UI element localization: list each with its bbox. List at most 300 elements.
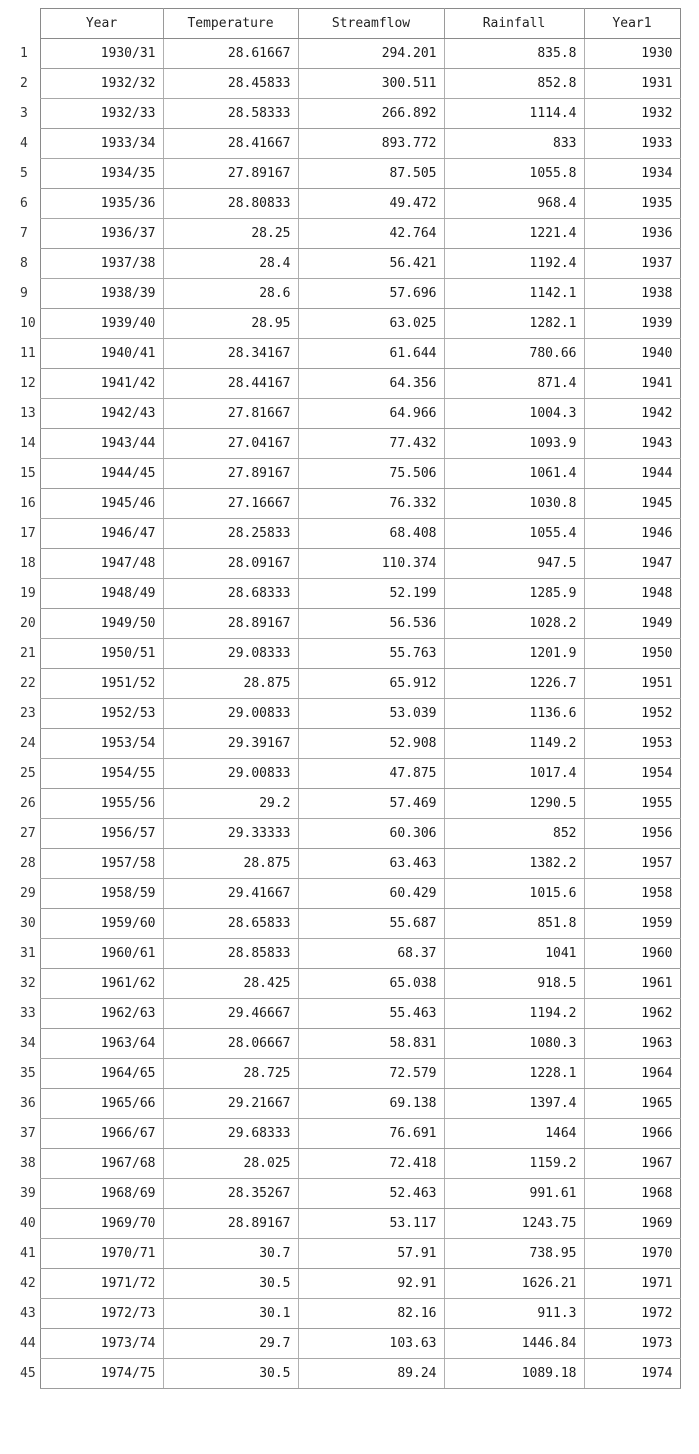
cell-temperature[interactable]: 30.5 (163, 1269, 298, 1299)
cell-temperature[interactable]: 28.25833 (163, 519, 298, 549)
column-header-rainfall[interactable]: Rainfall (444, 9, 584, 39)
cell-rainfall[interactable]: 835.8 (444, 39, 584, 69)
cell-year[interactable]: 1968/69 (40, 1179, 163, 1209)
cell-year[interactable]: 1955/56 (40, 789, 163, 819)
cell-year1[interactable]: 1974 (584, 1359, 680, 1389)
row-index: 28 (20, 856, 36, 871)
cell-temperature[interactable]: 28.09167 (163, 549, 298, 579)
table-row (0, 249, 680, 279)
cell-year[interactable]: 1956/57 (40, 819, 163, 849)
cell-year[interactable]: 1958/59 (40, 879, 163, 909)
cell-year1[interactable]: 1960 (584, 939, 680, 969)
cell-rainfall[interactable]: 852 (444, 819, 584, 849)
cell-temperature[interactable]: 30.5 (163, 1359, 298, 1389)
row-index: 5 (20, 166, 28, 181)
table-row (0, 1329, 680, 1359)
cell-rainfall[interactable]: 1149.2 (444, 729, 584, 759)
cell-streamflow[interactable]: 72.579 (298, 1059, 444, 1089)
cell-year[interactable]: 1963/64 (40, 1029, 163, 1059)
cell-rainfall[interactable]: 1159.2 (444, 1149, 584, 1179)
cell-year[interactable]: 1952/53 (40, 699, 163, 729)
cell-year1[interactable]: 1937 (584, 249, 680, 279)
cell-year[interactable]: 1953/54 (40, 729, 163, 759)
cell-year[interactable]: 1932/32 (40, 69, 163, 99)
table-row (0, 219, 680, 249)
cell-year[interactable]: 1936/37 (40, 219, 163, 249)
cell-streamflow[interactable]: 76.691 (298, 1119, 444, 1149)
cell-year[interactable]: 1941/42 (40, 369, 163, 399)
row-index: 39 (20, 1186, 36, 1201)
cell-streamflow[interactable]: 893.772 (298, 129, 444, 159)
row-index: 32 (20, 976, 36, 991)
cell-year1[interactable]: 1972 (584, 1299, 680, 1329)
table-row (0, 639, 680, 669)
cell-year[interactable]: 1970/71 (40, 1239, 163, 1269)
cell-year1[interactable]: 1948 (584, 579, 680, 609)
cell-streamflow[interactable]: 60.429 (298, 879, 444, 909)
cell-temperature[interactable]: 28.61667 (163, 39, 298, 69)
cell-temperature[interactable]: 29.7 (163, 1329, 298, 1359)
table-body (0, 39, 680, 1389)
cell-year[interactable]: 1965/66 (40, 1089, 163, 1119)
cell-year1[interactable]: 1952 (584, 699, 680, 729)
cell-streamflow[interactable]: 57.469 (298, 789, 444, 819)
table-row (0, 129, 680, 159)
cell-rainfall[interactable]: 1446.84 (444, 1329, 584, 1359)
cell-rainfall[interactable]: 1221.4 (444, 219, 584, 249)
cell-temperature[interactable]: 28.6 (163, 279, 298, 309)
cell-rainfall[interactable]: 1201.9 (444, 639, 584, 669)
cell-temperature[interactable]: 28.725 (163, 1059, 298, 1089)
cell-year1[interactable]: 1931 (584, 69, 680, 99)
cell-year1[interactable]: 1953 (584, 729, 680, 759)
cell-streamflow[interactable]: 294.201 (298, 39, 444, 69)
cell-year[interactable]: 1971/72 (40, 1269, 163, 1299)
row-index: 34 (20, 1036, 36, 1051)
cell-rainfall[interactable]: 871.4 (444, 369, 584, 399)
cell-year1[interactable]: 1932 (584, 99, 680, 129)
cell-streamflow[interactable]: 53.117 (298, 1209, 444, 1239)
cell-year[interactable]: 1954/55 (40, 759, 163, 789)
cell-rainfall[interactable]: 918.5 (444, 969, 584, 999)
row-index: 22 (20, 676, 36, 691)
row-index: 42 (20, 1276, 36, 1291)
cell-streamflow[interactable]: 64.356 (298, 369, 444, 399)
cell-streamflow[interactable]: 103.63 (298, 1329, 444, 1359)
cell-year[interactable]: 1935/36 (40, 189, 163, 219)
cell-temperature[interactable]: 29.68333 (163, 1119, 298, 1149)
cell-streamflow[interactable]: 61.644 (298, 339, 444, 369)
cell-streamflow[interactable]: 60.306 (298, 819, 444, 849)
cell-streamflow[interactable]: 75.506 (298, 459, 444, 489)
cell-year1[interactable]: 1956 (584, 819, 680, 849)
cell-streamflow[interactable]: 49.472 (298, 189, 444, 219)
cell-year1[interactable]: 1964 (584, 1059, 680, 1089)
cell-streamflow[interactable]: 52.199 (298, 579, 444, 609)
header-row (0, 9, 680, 39)
cell-rainfall[interactable]: 1136.6 (444, 699, 584, 729)
cell-year[interactable]: 1944/45 (40, 459, 163, 489)
row-index: 37 (20, 1126, 36, 1141)
cell-rainfall[interactable]: 1089.18 (444, 1359, 584, 1389)
cell-rainfall[interactable]: 1228.1 (444, 1059, 584, 1089)
cell-temperature[interactable]: 28.89167 (163, 609, 298, 639)
row-index: 23 (20, 706, 36, 721)
row-index: 27 (20, 826, 36, 841)
table-row (0, 939, 680, 969)
cell-temperature[interactable]: 28.06667 (163, 1029, 298, 1059)
cell-year1[interactable]: 1962 (584, 999, 680, 1029)
data-table (0, 8, 681, 1389)
cell-rainfall[interactable]: 1028.2 (444, 609, 584, 639)
cell-temperature[interactable]: 28.65833 (163, 909, 298, 939)
cell-streamflow[interactable]: 110.374 (298, 549, 444, 579)
cell-rainfall[interactable]: 1194.2 (444, 999, 584, 1029)
cell-rainfall[interactable]: 1282.1 (444, 309, 584, 339)
cell-streamflow[interactable]: 63.025 (298, 309, 444, 339)
cell-year[interactable]: 1959/60 (40, 909, 163, 939)
cell-streamflow[interactable]: 56.536 (298, 609, 444, 639)
cell-streamflow[interactable]: 47.875 (298, 759, 444, 789)
cell-temperature[interactable]: 29.21667 (163, 1089, 298, 1119)
cell-rainfall[interactable]: 1142.1 (444, 279, 584, 309)
cell-rainfall[interactable]: 1285.9 (444, 579, 584, 609)
cell-temperature[interactable]: 30.7 (163, 1239, 298, 1269)
cell-temperature[interactable]: 28.875 (163, 849, 298, 879)
cell-streamflow[interactable]: 87.505 (298, 159, 444, 189)
cell-year[interactable]: 1964/65 (40, 1059, 163, 1089)
cell-year1[interactable]: 1930 (584, 39, 680, 69)
cell-streamflow[interactable]: 52.908 (298, 729, 444, 759)
cell-temperature[interactable]: 28.45833 (163, 69, 298, 99)
cell-year[interactable]: 1942/43 (40, 399, 163, 429)
cell-year1[interactable]: 1959 (584, 909, 680, 939)
cell-rainfall[interactable]: 1061.4 (444, 459, 584, 489)
row-index: 18 (20, 556, 36, 571)
cell-temperature[interactable]: 29.00833 (163, 699, 298, 729)
table-row (0, 369, 680, 399)
cell-temperature[interactable]: 29.00833 (163, 759, 298, 789)
cell-temperature[interactable]: 29.41667 (163, 879, 298, 909)
cell-streamflow[interactable]: 92.91 (298, 1269, 444, 1299)
cell-year1[interactable]: 1945 (584, 489, 680, 519)
cell-rainfall[interactable]: 1093.9 (444, 429, 584, 459)
cell-streamflow[interactable]: 53.039 (298, 699, 444, 729)
cell-temperature[interactable]: 27.89167 (163, 459, 298, 489)
cell-streamflow[interactable]: 64.966 (298, 399, 444, 429)
cell-year[interactable]: 1934/35 (40, 159, 163, 189)
cell-rainfall[interactable]: 1290.5 (444, 789, 584, 819)
cell-temperature[interactable]: 28.35267 (163, 1179, 298, 1209)
column-header-year1[interactable]: Year1 (584, 9, 680, 39)
row-index: 36 (20, 1096, 36, 1111)
cell-streamflow[interactable]: 42.764 (298, 219, 444, 249)
cell-temperature[interactable]: 27.89167 (163, 159, 298, 189)
table-row (0, 309, 680, 339)
cell-streamflow[interactable]: 57.696 (298, 279, 444, 309)
cell-year[interactable]: 1947/48 (40, 549, 163, 579)
cell-rainfall[interactable]: 1464 (444, 1119, 584, 1149)
cell-year[interactable]: 1945/46 (40, 489, 163, 519)
cell-rainfall[interactable]: 1055.8 (444, 159, 584, 189)
cell-temperature[interactable]: 29.39167 (163, 729, 298, 759)
cell-year1[interactable]: 1967 (584, 1149, 680, 1179)
cell-year[interactable]: 1933/34 (40, 129, 163, 159)
table-row (0, 999, 680, 1029)
table-row (0, 579, 680, 609)
row-index: 24 (20, 736, 36, 751)
cell-temperature[interactable]: 28.25 (163, 219, 298, 249)
row-index: 33 (20, 1006, 36, 1021)
cell-year1[interactable]: 1939 (584, 309, 680, 339)
cell-year1[interactable]: 1949 (584, 609, 680, 639)
column-header-temperature[interactable]: Temperature (163, 9, 298, 39)
row-index: 4 (20, 136, 28, 151)
cell-year1[interactable]: 1934 (584, 159, 680, 189)
cell-temperature[interactable]: 29.08333 (163, 639, 298, 669)
row-index: 1 (20, 46, 28, 61)
cell-temperature[interactable]: 29.46667 (163, 999, 298, 1029)
cell-temperature[interactable]: 27.81667 (163, 399, 298, 429)
table-row (0, 429, 680, 459)
table-header (0, 9, 680, 39)
cell-year[interactable]: 1943/44 (40, 429, 163, 459)
row-index: 41 (20, 1246, 36, 1261)
cell-rainfall[interactable]: 911.3 (444, 1299, 584, 1329)
cell-year1[interactable]: 1961 (584, 969, 680, 999)
cell-rainfall[interactable]: 1055.4 (444, 519, 584, 549)
row-index: 30 (20, 916, 36, 931)
table-row (0, 339, 680, 369)
cell-year1[interactable]: 1968 (584, 1179, 680, 1209)
cell-year1[interactable]: 1943 (584, 429, 680, 459)
table-row (0, 849, 680, 879)
cell-year1[interactable]: 1955 (584, 789, 680, 819)
table-row (0, 729, 680, 759)
cell-temperature[interactable]: 27.16667 (163, 489, 298, 519)
cell-streamflow[interactable]: 56.421 (298, 249, 444, 279)
cell-temperature[interactable]: 28.68333 (163, 579, 298, 609)
cell-rainfall[interactable]: 852.8 (444, 69, 584, 99)
row-index: 35 (20, 1066, 36, 1081)
cell-year[interactable]: 1932/33 (40, 99, 163, 129)
row-index: 20 (20, 616, 36, 631)
cell-temperature[interactable]: 27.04167 (163, 429, 298, 459)
table-row (0, 159, 680, 189)
cell-year1[interactable]: 1938 (584, 279, 680, 309)
cell-year1[interactable]: 1971 (584, 1269, 680, 1299)
cell-rainfall[interactable]: 1041 (444, 939, 584, 969)
cell-streamflow[interactable]: 55.687 (298, 909, 444, 939)
cell-year[interactable]: 1957/58 (40, 849, 163, 879)
cell-year1[interactable]: 1944 (584, 459, 680, 489)
cell-year1[interactable]: 1946 (584, 519, 680, 549)
table-row (0, 609, 680, 639)
table-row (0, 549, 680, 579)
cell-year[interactable]: 1972/73 (40, 1299, 163, 1329)
cell-streamflow[interactable]: 89.24 (298, 1359, 444, 1389)
cell-temperature[interactable]: 28.34167 (163, 339, 298, 369)
cell-temperature[interactable]: 30.1 (163, 1299, 298, 1329)
cell-streamflow[interactable]: 68.408 (298, 519, 444, 549)
cell-streamflow[interactable]: 65.912 (298, 669, 444, 699)
row-index: 17 (20, 526, 36, 541)
cell-year1[interactable]: 1973 (584, 1329, 680, 1359)
cell-temperature[interactable]: 29.33333 (163, 819, 298, 849)
cell-rainfall[interactable]: 1015.6 (444, 879, 584, 909)
table-row (0, 1209, 680, 1239)
cell-year1[interactable]: 1954 (584, 759, 680, 789)
cell-rainfall[interactable]: 1192.4 (444, 249, 584, 279)
table-row (0, 69, 680, 99)
cell-streamflow[interactable]: 69.138 (298, 1089, 444, 1119)
cell-rainfall[interactable]: 991.61 (444, 1179, 584, 1209)
cell-year1[interactable]: 1941 (584, 369, 680, 399)
cell-year1[interactable]: 1951 (584, 669, 680, 699)
cell-streamflow[interactable]: 72.418 (298, 1149, 444, 1179)
cell-year[interactable]: 1948/49 (40, 579, 163, 609)
cell-temperature[interactable]: 28.85833 (163, 939, 298, 969)
table-row (0, 519, 680, 549)
table-row (0, 189, 680, 219)
cell-year[interactable]: 1960/61 (40, 939, 163, 969)
cell-year1[interactable]: 1933 (584, 129, 680, 159)
cell-year1[interactable]: 1940 (584, 339, 680, 369)
row-index: 19 (20, 586, 36, 601)
cell-year[interactable]: 1940/41 (40, 339, 163, 369)
row-index: 44 (20, 1336, 36, 1351)
cell-streamflow[interactable]: 82.16 (298, 1299, 444, 1329)
table-row (0, 489, 680, 519)
cell-streamflow[interactable]: 68.37 (298, 939, 444, 969)
cell-rainfall[interactable]: 968.4 (444, 189, 584, 219)
cell-year[interactable]: 1962/63 (40, 999, 163, 1029)
cell-temperature[interactable]: 28.80833 (163, 189, 298, 219)
table-row (0, 819, 680, 849)
cell-year1[interactable]: 1950 (584, 639, 680, 669)
data-sheet (0, 8, 699, 1389)
table-row (0, 1149, 680, 1179)
cell-temperature[interactable]: 28.58333 (163, 99, 298, 129)
cell-rainfall[interactable]: 1030.8 (444, 489, 584, 519)
cell-year1[interactable]: 1963 (584, 1029, 680, 1059)
cell-rainfall[interactable]: 851.8 (444, 909, 584, 939)
table-row (0, 459, 680, 489)
cell-year[interactable]: 1967/68 (40, 1149, 163, 1179)
cell-temperature[interactable]: 28.875 (163, 669, 298, 699)
cell-year1[interactable]: 1947 (584, 549, 680, 579)
column-header-streamflow[interactable]: Streamflow (298, 9, 444, 39)
row-index: 3 (20, 106, 28, 121)
cell-streamflow[interactable]: 300.511 (298, 69, 444, 99)
cell-year[interactable]: 1951/52 (40, 669, 163, 699)
cell-temperature[interactable]: 28.4 (163, 249, 298, 279)
row-index: 31 (20, 946, 36, 961)
row-index: 13 (20, 406, 36, 421)
cell-year1[interactable]: 1958 (584, 879, 680, 909)
cell-year1[interactable]: 1942 (584, 399, 680, 429)
cell-streamflow[interactable]: 76.332 (298, 489, 444, 519)
cell-temperature[interactable]: 28.89167 (163, 1209, 298, 1239)
cell-year1[interactable]: 1965 (584, 1089, 680, 1119)
cell-streamflow[interactable]: 63.463 (298, 849, 444, 879)
cell-streamflow[interactable]: 266.892 (298, 99, 444, 129)
cell-streamflow[interactable]: 77.432 (298, 429, 444, 459)
cell-streamflow[interactable]: 65.038 (298, 969, 444, 999)
cell-year[interactable]: 1930/31 (40, 39, 163, 69)
cell-streamflow[interactable]: 58.831 (298, 1029, 444, 1059)
column-header-year[interactable]: Year (40, 9, 163, 39)
cell-rainfall[interactable]: 1626.21 (444, 1269, 584, 1299)
cell-rainfall[interactable]: 738.95 (444, 1239, 584, 1269)
table-row (0, 1059, 680, 1089)
cell-year[interactable]: 1966/67 (40, 1119, 163, 1149)
cell-rainfall[interactable]: 1226.7 (444, 669, 584, 699)
cell-year1[interactable]: 1957 (584, 849, 680, 879)
cell-rainfall[interactable]: 1114.4 (444, 99, 584, 129)
cell-year1[interactable]: 1970 (584, 1239, 680, 1269)
table-row (0, 1359, 680, 1389)
cell-year[interactable]: 1949/50 (40, 609, 163, 639)
table-row (0, 879, 680, 909)
cell-year[interactable]: 1961/62 (40, 969, 163, 999)
cell-streamflow[interactable]: 55.463 (298, 999, 444, 1029)
cell-year[interactable]: 1937/38 (40, 249, 163, 279)
row-index-header (0, 9, 40, 39)
row-index: 10 (20, 316, 36, 331)
cell-year[interactable]: 1946/47 (40, 519, 163, 549)
cell-rainfall[interactable]: 1397.4 (444, 1089, 584, 1119)
cell-year[interactable]: 1969/70 (40, 1209, 163, 1239)
cell-year[interactable]: 1974/75 (40, 1359, 163, 1389)
cell-year[interactable]: 1950/51 (40, 639, 163, 669)
table-row (0, 1089, 680, 1119)
cell-year1[interactable]: 1936 (584, 219, 680, 249)
cell-year[interactable]: 1939/40 (40, 309, 163, 339)
table-row (0, 1119, 680, 1149)
cell-temperature[interactable]: 28.44167 (163, 369, 298, 399)
row-index: 2 (20, 76, 28, 91)
cell-temperature[interactable]: 29.2 (163, 789, 298, 819)
row-index: 26 (20, 796, 36, 811)
cell-temperature[interactable]: 28.425 (163, 969, 298, 999)
table-row (0, 279, 680, 309)
cell-year1[interactable]: 1966 (584, 1119, 680, 1149)
cell-rainfall[interactable]: 1382.2 (444, 849, 584, 879)
cell-temperature[interactable]: 28.41667 (163, 129, 298, 159)
cell-year1[interactable]: 1935 (584, 189, 680, 219)
cell-rainfall[interactable]: 1243.75 (444, 1209, 584, 1239)
cell-rainfall[interactable]: 833 (444, 129, 584, 159)
cell-temperature[interactable]: 28.95 (163, 309, 298, 339)
cell-streamflow[interactable]: 55.763 (298, 639, 444, 669)
cell-rainfall[interactable]: 947.5 (444, 549, 584, 579)
table-row (0, 909, 680, 939)
table-row (0, 1179, 680, 1209)
cell-year[interactable]: 1938/39 (40, 279, 163, 309)
cell-temperature[interactable]: 28.025 (163, 1149, 298, 1179)
cell-year1[interactable]: 1969 (584, 1209, 680, 1239)
cell-rainfall[interactable]: 780.66 (444, 339, 584, 369)
table-row (0, 1299, 680, 1329)
cell-rainfall[interactable]: 1004.3 (444, 399, 584, 429)
cell-rainfall[interactable]: 1080.3 (444, 1029, 584, 1059)
cell-rainfall[interactable]: 1017.4 (444, 759, 584, 789)
cell-streamflow[interactable]: 52.463 (298, 1179, 444, 1209)
cell-year[interactable]: 1973/74 (40, 1329, 163, 1359)
table-row (0, 1269, 680, 1299)
cell-streamflow[interactable]: 57.91 (298, 1239, 444, 1269)
